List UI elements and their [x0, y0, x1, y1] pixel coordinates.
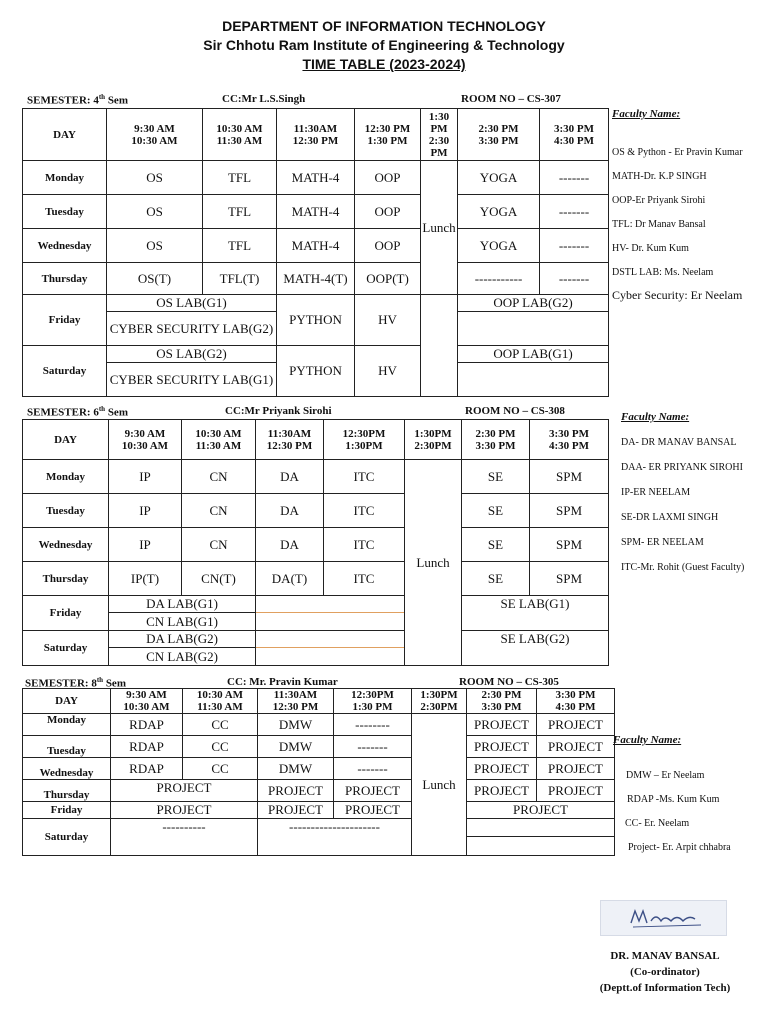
semester-8-cc: CC: Mr. Pravin Kumar	[227, 676, 338, 688]
time-slot-lunch: 1:30PM 2:30PM	[412, 689, 467, 714]
day-monday: Monday	[23, 714, 111, 736]
cell: CN(T)	[182, 562, 256, 596]
time-slot-2: 10:30 AM 11:30 AM	[182, 420, 256, 460]
faculty-item: OS & Python - Er Pravin Kumar	[612, 147, 743, 158]
table-row	[23, 819, 615, 856]
cell: IP	[109, 528, 182, 562]
cell: DMW	[258, 758, 334, 780]
cell: CC	[183, 736, 258, 758]
time-slot-5: 2:30 PM 3:30 PM	[458, 109, 540, 161]
table-row	[23, 714, 615, 736]
cell: CC	[183, 714, 258, 736]
cell: SPM	[530, 528, 609, 562]
table-row	[23, 758, 615, 780]
day-friday: Friday	[23, 596, 109, 631]
cell: OS	[107, 161, 203, 195]
cell: SPM	[530, 460, 609, 494]
faculty-item: MATH-Dr. K.P SINGH	[612, 171, 707, 182]
faculty-item: IP-ER NEELAM	[621, 487, 691, 498]
day-monday: Monday	[23, 460, 109, 494]
cell: OS	[107, 195, 203, 229]
cell: PROJECT	[537, 714, 615, 736]
time-slot-3: 11:30AM 12:30 PM	[277, 109, 355, 161]
cell: CYBER SECURITY LAB(G2)	[107, 312, 277, 346]
faculty-item: DSTL LAB: Ms. Neelam	[612, 267, 714, 278]
cell: PROJECT	[467, 780, 537, 802]
cell: HV	[355, 346, 421, 397]
cell: RDAP	[111, 758, 183, 780]
table-row	[23, 229, 609, 263]
time-slot-3: 11:30AM 12:30 PM	[258, 689, 334, 714]
cell	[109, 596, 256, 631]
cell: CC	[183, 758, 258, 780]
cell: SE	[462, 494, 530, 528]
cell: MATH-4	[277, 195, 355, 229]
cell: OS	[107, 229, 203, 263]
semester-6-room: ROOM NO – CS-308	[465, 405, 565, 417]
day-friday: Friday	[23, 802, 111, 819]
cell: OOP	[355, 229, 421, 263]
faculty-item: HV- Dr. Kum Kum	[612, 243, 689, 254]
semester-8-label: SEMESTER: 8th Sem	[25, 676, 126, 690]
day-header: DAY	[23, 689, 111, 714]
cell: PROJECT	[334, 802, 412, 819]
time-slot-4: 12:30PM 1:30 PM	[334, 689, 412, 714]
table-row	[23, 161, 609, 195]
coordinator-name: DR. MANAV BANSAL	[610, 950, 720, 962]
day-thursday: Thursday	[23, 562, 109, 596]
cell	[458, 363, 609, 397]
cell: --------	[334, 714, 412, 736]
semester-6-label: SEMESTER: 6th Sem	[27, 405, 128, 419]
time-slot-4: 12:30 PM 1:30 PM	[355, 109, 421, 161]
highlight-line	[256, 596, 404, 613]
lab-line: CN LAB(G2)	[146, 649, 218, 664]
cell: CN	[182, 460, 256, 494]
cell: ---------------------	[258, 819, 412, 856]
cell: -----------	[458, 263, 540, 295]
day-thursday: Thursday	[23, 263, 107, 295]
time-slot-1: 9:30 AM 10:30 AM	[107, 109, 203, 161]
coordinator-role: (Co-ordinator)	[630, 966, 700, 978]
cell: OOP	[355, 195, 421, 229]
cell: IP	[109, 460, 182, 494]
table-row	[23, 780, 615, 802]
faculty-heading: Faculty Name:	[612, 108, 681, 120]
table-row	[23, 596, 609, 631]
time-slot-6: 3:30 PM 4:30 PM	[537, 689, 615, 714]
cell: DA	[256, 460, 324, 494]
cell: DA	[256, 528, 324, 562]
table-row	[23, 346, 609, 363]
cell: PROJECT	[467, 758, 537, 780]
cell: MATH-4	[277, 229, 355, 263]
cell: OS LAB(G2)	[107, 346, 277, 363]
cell: YOGA	[458, 161, 540, 195]
cell: PROJECT	[258, 802, 334, 819]
cell: PROJECT	[467, 736, 537, 758]
cell: PROJECT	[258, 780, 334, 802]
day-wednesday: Wednesday	[23, 758, 111, 780]
table-row	[23, 195, 609, 229]
table-row	[23, 736, 615, 758]
cell	[458, 312, 609, 346]
faculty-item: RDAP -Ms. Kum Kum	[627, 794, 720, 805]
time-slot-5: 2:30 PM 3:30 PM	[467, 689, 537, 714]
time-slot-lunch: 1:30PM 2:30PM	[405, 420, 462, 460]
day-tuesday: Tuesday	[23, 494, 109, 528]
day-header: DAY	[23, 420, 109, 460]
table-row	[23, 802, 615, 819]
faculty-item: SE-DR LAXMI SINGH	[621, 512, 719, 523]
lab-line: CN LAB(G1)	[146, 614, 218, 629]
table-row	[23, 263, 609, 295]
cell	[421, 295, 458, 397]
lab-line: DA LAB(G2)	[109, 631, 255, 648]
faculty-item: CC- Er. Neelam	[625, 818, 690, 829]
cell: ITC	[324, 562, 405, 596]
day-tuesday: Tuesday	[23, 736, 111, 758]
cell: PROJECT	[537, 736, 615, 758]
time-slot-lunch: 1:30 PM 2:30 PM	[421, 109, 458, 161]
cell: SPM	[530, 562, 609, 596]
cell: YOGA	[458, 195, 540, 229]
cell: CN	[182, 494, 256, 528]
day-wednesday: Wednesday	[23, 229, 107, 263]
cell: PROJECT	[467, 802, 615, 819]
timetable-title: TIME TABLE (2023-2024)	[302, 56, 466, 72]
day-friday: Friday	[23, 295, 107, 346]
lab-line: DA LAB(G1)	[109, 596, 255, 613]
semester-4-cc: CC:Mr L.S.Singh	[222, 93, 306, 105]
cell: DA(T)	[256, 562, 324, 596]
cell: PROJECT	[467, 714, 537, 736]
cell: PROJECT	[111, 780, 258, 802]
cell: ITC	[324, 460, 405, 494]
day-saturday: Saturday	[23, 631, 109, 666]
cell: TFL	[203, 161, 277, 195]
cell: TFL	[203, 229, 277, 263]
faculty-item: OOP-Er Priyank Sirohi	[612, 195, 706, 206]
table-row	[23, 562, 609, 596]
cell: CN	[182, 528, 256, 562]
department-title: DEPARTMENT OF INFORMATION TECHNOLOGY	[222, 18, 546, 34]
table-row	[23, 528, 609, 562]
cell: YOGA	[458, 229, 540, 263]
cell: RDAP	[111, 736, 183, 758]
cell: OOP	[355, 161, 421, 195]
semester-6-faculty-list	[621, 411, 761, 574]
semester-4-faculty-list	[612, 108, 762, 301]
cell: -------	[540, 161, 609, 195]
cell: SE	[462, 528, 530, 562]
time-slot-2: 10:30 AM 11:30 AM	[183, 689, 258, 714]
semester-8-room: ROOM NO – CS-305	[459, 676, 559, 688]
semester-4-label: SEMESTER: 4th Sem	[27, 93, 128, 107]
day-header: DAY	[23, 109, 107, 161]
faculty-heading: Faculty Name:	[621, 411, 690, 423]
cell: RDAP	[111, 714, 183, 736]
cell: PROJECT	[537, 780, 615, 802]
time-slot-5: 2:30 PM 3:30 PM	[462, 420, 530, 460]
coordinator-dept: (Deptt.of Information Tech)	[599, 982, 731, 994]
faculty-item: TFL: Dr Manav Bansal	[612, 219, 706, 230]
faculty-item: ITC-Mr. Rohit (Guest Faculty)	[621, 562, 745, 573]
time-slot-1: 9:30 AM 10:30 AM	[109, 420, 182, 460]
day-monday: Monday	[23, 161, 107, 195]
faculty-item: Project- Er. Arpit chhabra	[628, 842, 731, 853]
cell: PROJECT	[111, 802, 258, 819]
cell: -------	[334, 758, 412, 780]
cell: OS(T)	[107, 263, 203, 295]
semester-6-cc: CC:Mr Priyank Sirohi	[225, 405, 332, 417]
institute-name: Sir Chhotu Ram Institute of Engineering & Technology	[203, 37, 565, 53]
signature-scribble	[601, 901, 726, 935]
cell: -------	[540, 195, 609, 229]
cell	[256, 596, 405, 631]
cell: OS LAB(G1)	[107, 295, 277, 312]
cell	[109, 631, 256, 666]
cell	[256, 631, 405, 666]
cell: ITC	[324, 494, 405, 528]
faculty-item: DA- DR MANAV BANSAL	[621, 437, 737, 448]
faculty-item: SPM- ER NEELAM	[621, 537, 704, 548]
cell: HV	[355, 295, 421, 346]
cell: -------	[540, 263, 609, 295]
cell: IP(T)	[109, 562, 182, 596]
semester-8-faculty-list	[613, 734, 763, 854]
cell: IP	[109, 494, 182, 528]
cell: MATH-4	[277, 161, 355, 195]
cell: SPM	[530, 494, 609, 528]
highlight-line	[256, 631, 404, 648]
table-row	[23, 295, 609, 312]
day-wednesday: Wednesday	[23, 528, 109, 562]
cell: SE	[462, 562, 530, 596]
cell: PROJECT	[334, 780, 412, 802]
cell: DMW	[258, 714, 334, 736]
time-slot-6: 3:30 PM 4:30 PM	[540, 109, 609, 161]
cell: SE LAB(G1)	[462, 596, 609, 631]
lunch-cell: Lunch	[412, 714, 467, 856]
cell: DMW	[258, 736, 334, 758]
signature-image	[600, 900, 727, 936]
day-saturday: Saturday	[23, 346, 107, 397]
cell: TFL	[203, 195, 277, 229]
faculty-item: Cyber Security: Er Neelam	[612, 288, 743, 302]
cell: OOP LAB(G2)	[458, 295, 609, 312]
day-thursday: Thursday	[23, 780, 111, 802]
cell: OOP LAB(G1)	[458, 346, 609, 363]
time-slot-6: 3:30 PM 4:30 PM	[530, 420, 609, 460]
time-slot-2: 10:30 AM 11:30 AM	[203, 109, 277, 161]
faculty-item: DMW – Er Neelam	[626, 770, 705, 781]
semester-8-timetable	[22, 688, 615, 856]
semester-4-room: ROOM NO – CS-307	[461, 93, 561, 105]
table-row	[23, 494, 609, 528]
semester-4-timetable	[22, 108, 609, 397]
time-slot-1: 9:30 AM 10:30 AM	[111, 689, 183, 714]
cell: SE	[462, 460, 530, 494]
cell: -------	[334, 736, 412, 758]
cell: PYTHON	[277, 346, 355, 397]
day-tuesday: Tuesday	[23, 195, 107, 229]
time-slot-3: 11:30AM 12:30 PM	[256, 420, 324, 460]
time-slot-4: 12:30PM 1:30PM	[324, 420, 405, 460]
cell: PROJECT	[537, 758, 615, 780]
semester-6-timetable	[22, 419, 609, 666]
cell: SE LAB(G2)	[462, 631, 609, 666]
cell: MATH-4(T)	[277, 263, 355, 295]
table-row	[23, 631, 609, 666]
faculty-heading: Faculty Name:	[613, 734, 682, 746]
lunch-cell: Lunch	[421, 161, 458, 295]
lunch-cell: Lunch	[405, 460, 462, 666]
cell: ITC	[324, 528, 405, 562]
cell: TFL(T)	[203, 263, 277, 295]
faculty-item: DAA- ER PRIYANK SIROHI	[621, 462, 743, 473]
day-saturday: Saturday	[23, 819, 111, 856]
table-row	[23, 460, 609, 494]
cell: CYBER SECURITY LAB(G1)	[107, 363, 277, 397]
cell: -------	[540, 229, 609, 263]
cell: ----------	[111, 819, 258, 856]
cell	[467, 819, 615, 856]
cell: OOP(T)	[355, 263, 421, 295]
cell: PYTHON	[277, 295, 355, 346]
cell: DA	[256, 494, 324, 528]
